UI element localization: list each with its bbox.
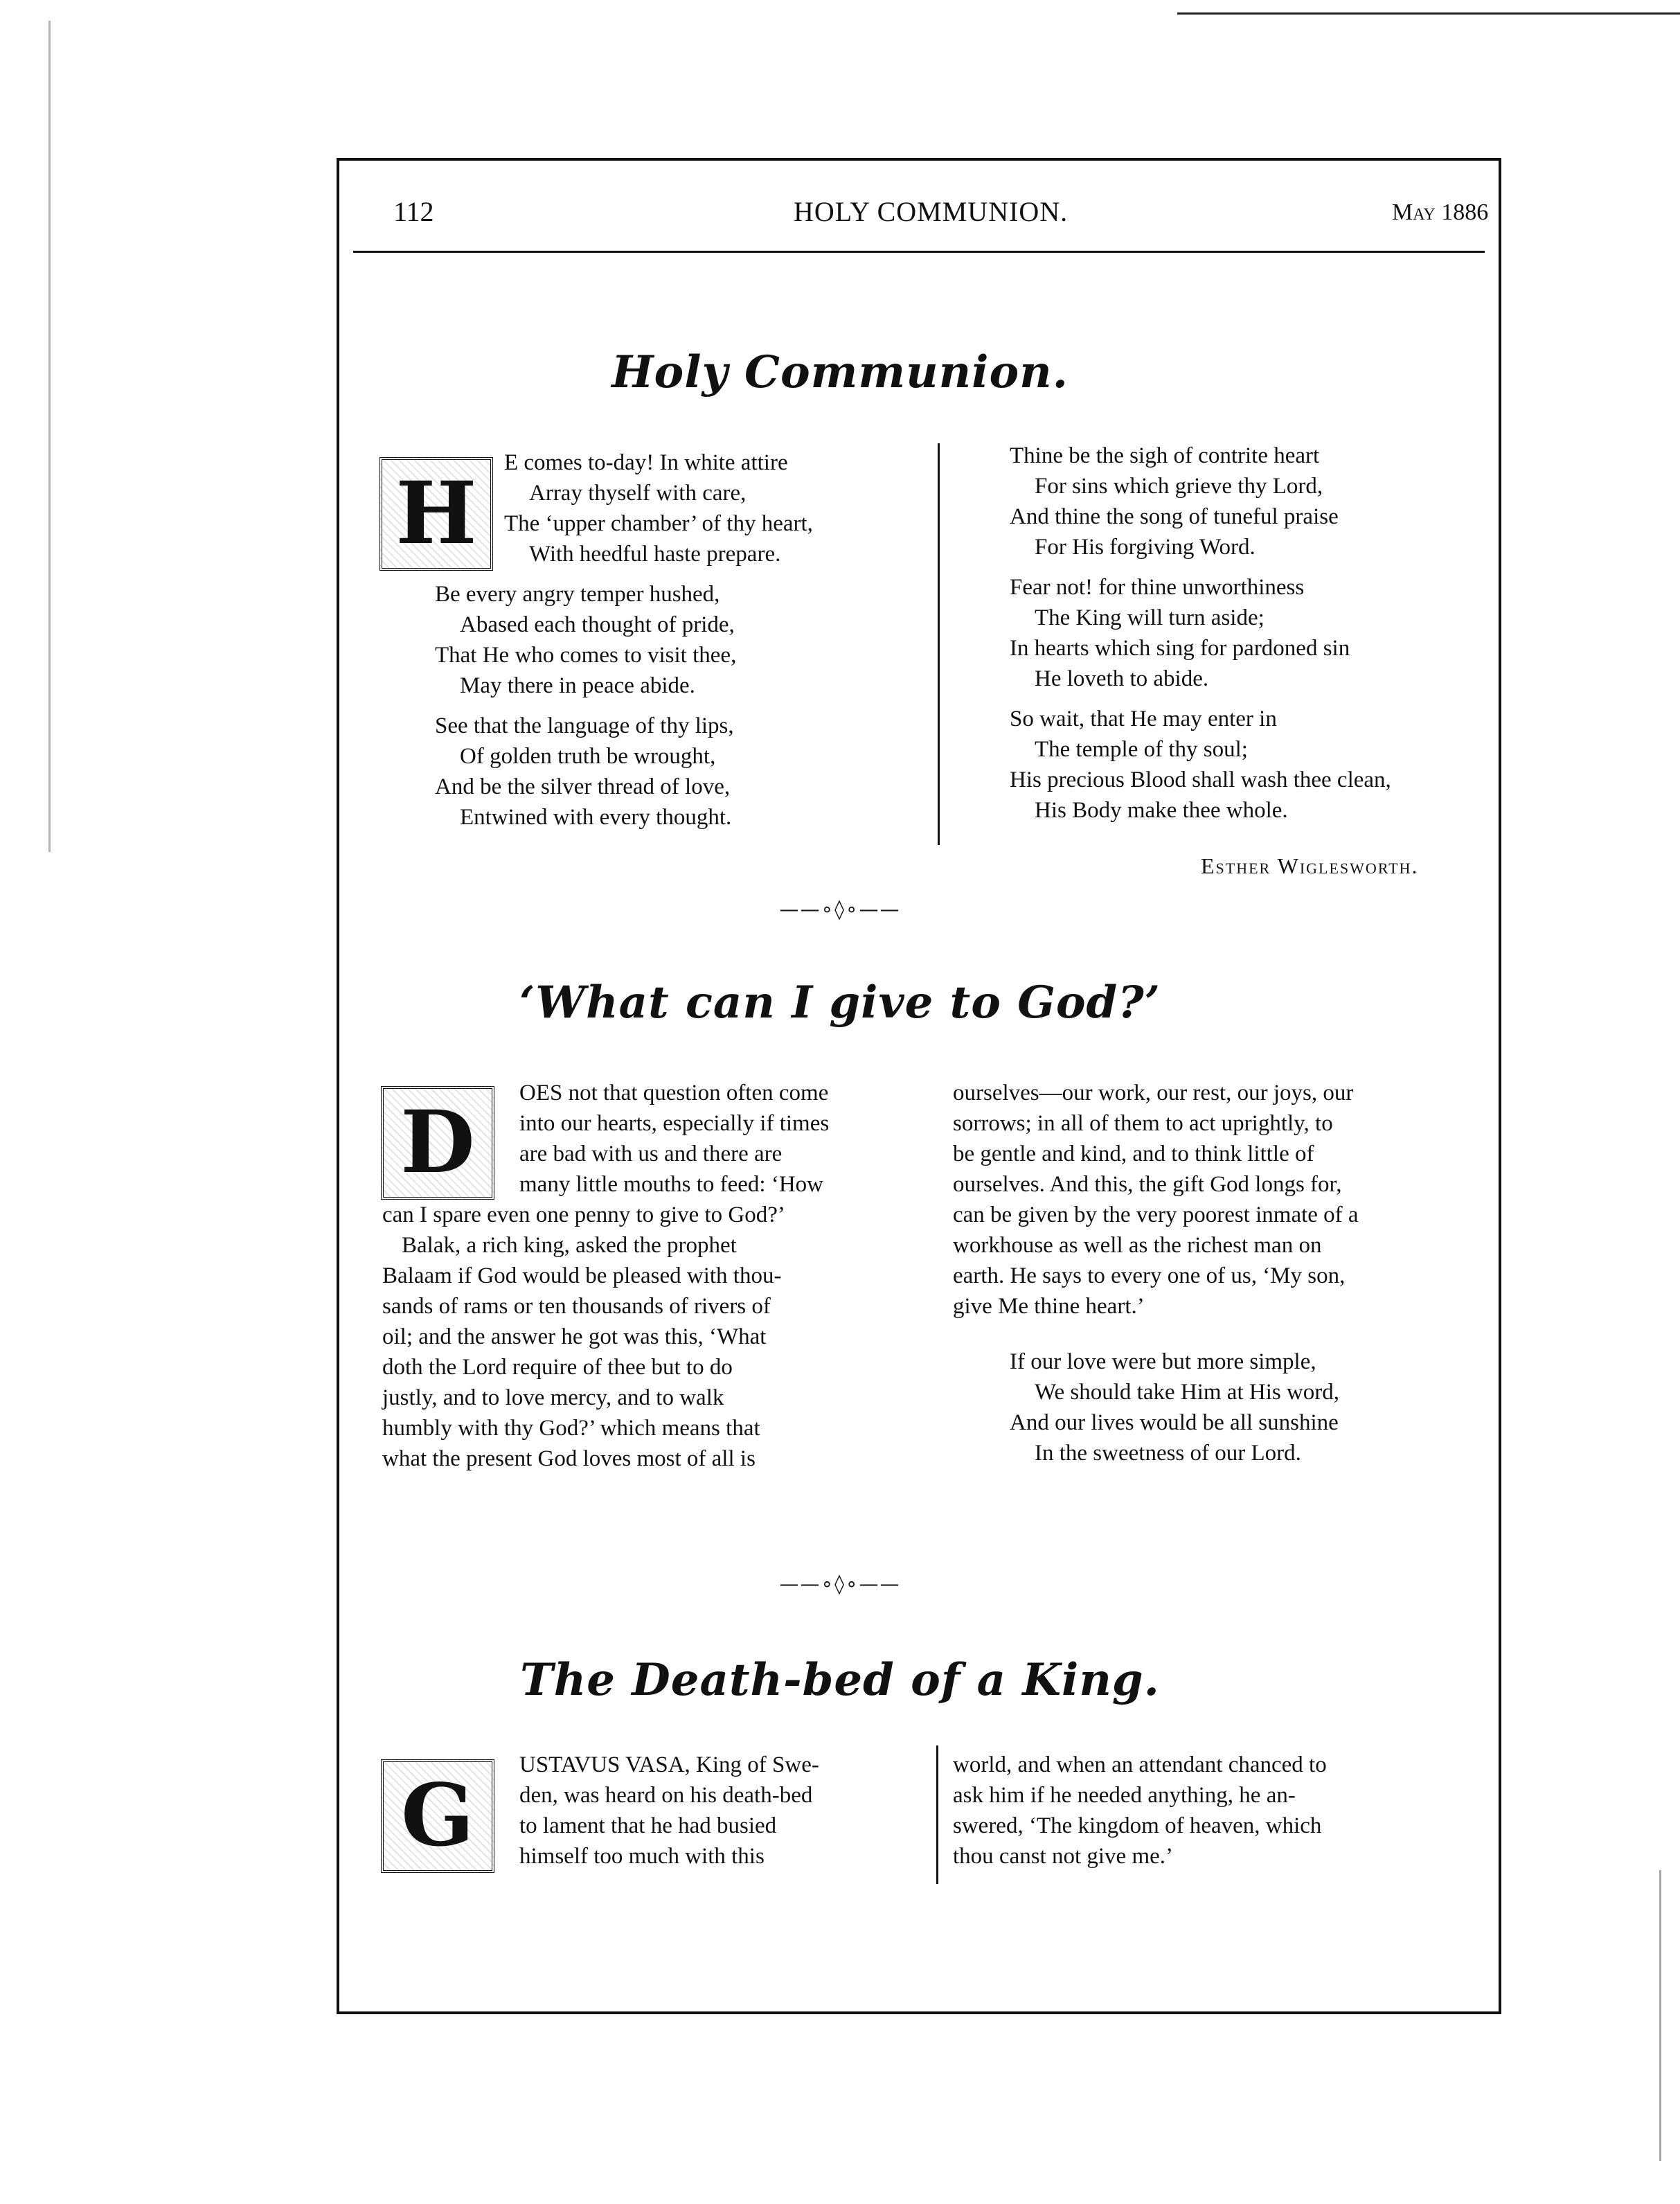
stanza-2 xyxy=(435,579,933,701)
text-line: thou canst not give me.’ xyxy=(953,1844,1174,1869)
verse-line: If our love were but more simple, xyxy=(1010,1349,1316,1374)
verse-line: For His forgiving Word. xyxy=(1035,535,1255,560)
text-line: den, was heard on his death-bed xyxy=(519,1783,813,1808)
section-ornament: ——∘◊∘—— xyxy=(779,1572,901,1595)
dropcap-g: G xyxy=(381,1759,494,1873)
scan-edge-top-rule xyxy=(1177,12,1680,15)
column-divider xyxy=(936,1745,938,1884)
verse-line: His precious Blood shall wash thee clean, xyxy=(1010,767,1391,792)
poem-left-column xyxy=(435,447,933,842)
issue-date: May 1886 xyxy=(1392,199,1489,225)
text-line: doth the Lord require of thee but to do xyxy=(382,1355,733,1380)
verse-line: Array thyself with care, xyxy=(529,481,747,506)
verse-line: That He who comes to visit thee, xyxy=(435,643,737,668)
text-line: ourselves—our work, our rest, our joys, our xyxy=(953,1081,1354,1105)
text-line: earth. He says to every one of us, ‘My son, xyxy=(953,1263,1346,1288)
text-line: Balaam if God would be pleased with thou- xyxy=(382,1263,782,1288)
text-line: are bad with us and there are xyxy=(519,1141,783,1166)
running-title: HOLY COMMUNION. xyxy=(794,196,1069,227)
text-line: world, and when an attendant chanced to xyxy=(953,1752,1327,1777)
verse-line: The King will turn aside; xyxy=(1035,605,1265,630)
scan-edge-left xyxy=(48,21,51,852)
verse-line: In hearts which sing for pardoned sin xyxy=(1010,636,1350,661)
verse-line: May there in peace abide. xyxy=(460,673,695,698)
text-line: to lament that he had busied xyxy=(519,1813,777,1838)
section-ornament: ——∘◊∘—— xyxy=(779,898,901,921)
text-line: be gentle and kind, and to think little of xyxy=(953,1141,1314,1166)
text-line: swered, ‘The kingdom of heaven, which xyxy=(953,1813,1322,1838)
text-line: ask him if he needed anything, he an- xyxy=(953,1783,1296,1808)
verse-line: Thine be the sigh of contrite heart xyxy=(1010,443,1320,468)
text-line: workhouse as well as the richest man on xyxy=(953,1233,1322,1258)
verse-line: And thine the song of tuneful praise xyxy=(1010,504,1339,529)
dropcap-h: H xyxy=(379,457,493,571)
text-line: humbly with thy God?’ which means that xyxy=(382,1416,760,1441)
verse-line: Abased each thought of pride, xyxy=(460,612,735,637)
text-line: oil; and the answer he got was this, ‘What xyxy=(382,1324,767,1349)
verse-block xyxy=(953,1347,1500,1468)
verse-line: See that the language of thy lips, xyxy=(435,713,734,738)
column-divider xyxy=(938,443,940,845)
verse-line: For sins which grieve thy Lord, xyxy=(1035,474,1323,499)
scan-edge-right xyxy=(1659,1870,1661,2161)
verse-line: The temple of thy soul; xyxy=(1035,737,1248,762)
verse-line: With heedful haste prepare. xyxy=(529,542,781,567)
article-title: ‘What can I give to God?’ xyxy=(519,977,1161,1029)
stanza-6 xyxy=(1010,704,1494,826)
verse-line: In the sweetness of our Lord. xyxy=(1035,1441,1301,1466)
dropcap-d: D xyxy=(381,1086,494,1200)
stanza-4 xyxy=(1010,441,1494,562)
text-line: USTAVUS VASA, King of Swe- xyxy=(519,1752,819,1777)
text-line: OES not that question often come xyxy=(519,1081,829,1105)
verse-line: So wait, that He may enter in xyxy=(1010,706,1277,731)
text-line: himself too much with this xyxy=(519,1844,765,1869)
header-rule xyxy=(353,251,1485,253)
text-line: sands of rams or ten thousands of rivers of xyxy=(382,1294,771,1319)
text-line: give Me thine heart.’ xyxy=(953,1294,1145,1319)
poem-right-column xyxy=(1010,441,1494,835)
article-title: The Death-bed of a King. xyxy=(520,1654,1160,1706)
author-signature: Esther Wiglesworth. xyxy=(1201,853,1419,878)
article-left-column xyxy=(382,1750,922,1872)
text-line: justly, and to love mercy, and to walk xyxy=(382,1385,724,1410)
text-line: Balak, a rich king, asked the prophet xyxy=(402,1233,737,1258)
verse-line: Entwined with every thought. xyxy=(460,805,732,830)
text-line: sorrows; in all of them to act uprightly, to xyxy=(953,1111,1333,1136)
text-line: ourselves. And this, the gift God longs for, xyxy=(953,1172,1342,1197)
verse-line: And our lives would be all sunshine xyxy=(1010,1410,1339,1435)
stanza-1 xyxy=(435,447,933,569)
text-line: can I spare even one penny to give to God?’ xyxy=(382,1202,785,1227)
stanza-5 xyxy=(1010,572,1494,694)
text-line: many little mouths to feed: ‘How xyxy=(519,1172,824,1197)
article-left-column xyxy=(382,1078,922,1474)
verse-line: Of golden truth be wrought, xyxy=(460,744,716,769)
verse-line: Fear not! for thine unworthiness xyxy=(1010,575,1305,600)
page-number: 112 xyxy=(393,196,434,227)
text-line: into our hearts, especially if times xyxy=(519,1111,830,1136)
text-line: can be given by the very poorest inmate of a xyxy=(953,1202,1359,1227)
verse-line: The ‘upper chamber’ of thy heart, xyxy=(504,511,813,536)
poem-title: Holy Communion. xyxy=(611,346,1069,398)
verse-line: He loveth to abide. xyxy=(1035,666,1209,691)
text-line: what the present God loves most of all is xyxy=(382,1446,756,1471)
verse-line: His Body make thee whole. xyxy=(1035,798,1288,823)
verse-line: And be the silver thread of love, xyxy=(435,774,731,799)
stanza-3 xyxy=(435,711,933,833)
article-right-column xyxy=(953,1078,1500,1468)
verse-line: Be every angry temper hushed, xyxy=(435,582,720,607)
article-right-column xyxy=(953,1750,1500,1872)
verse-line: We should take Him at His word, xyxy=(1035,1380,1340,1405)
verse-line: E comes to-day! In white attire xyxy=(504,450,788,475)
